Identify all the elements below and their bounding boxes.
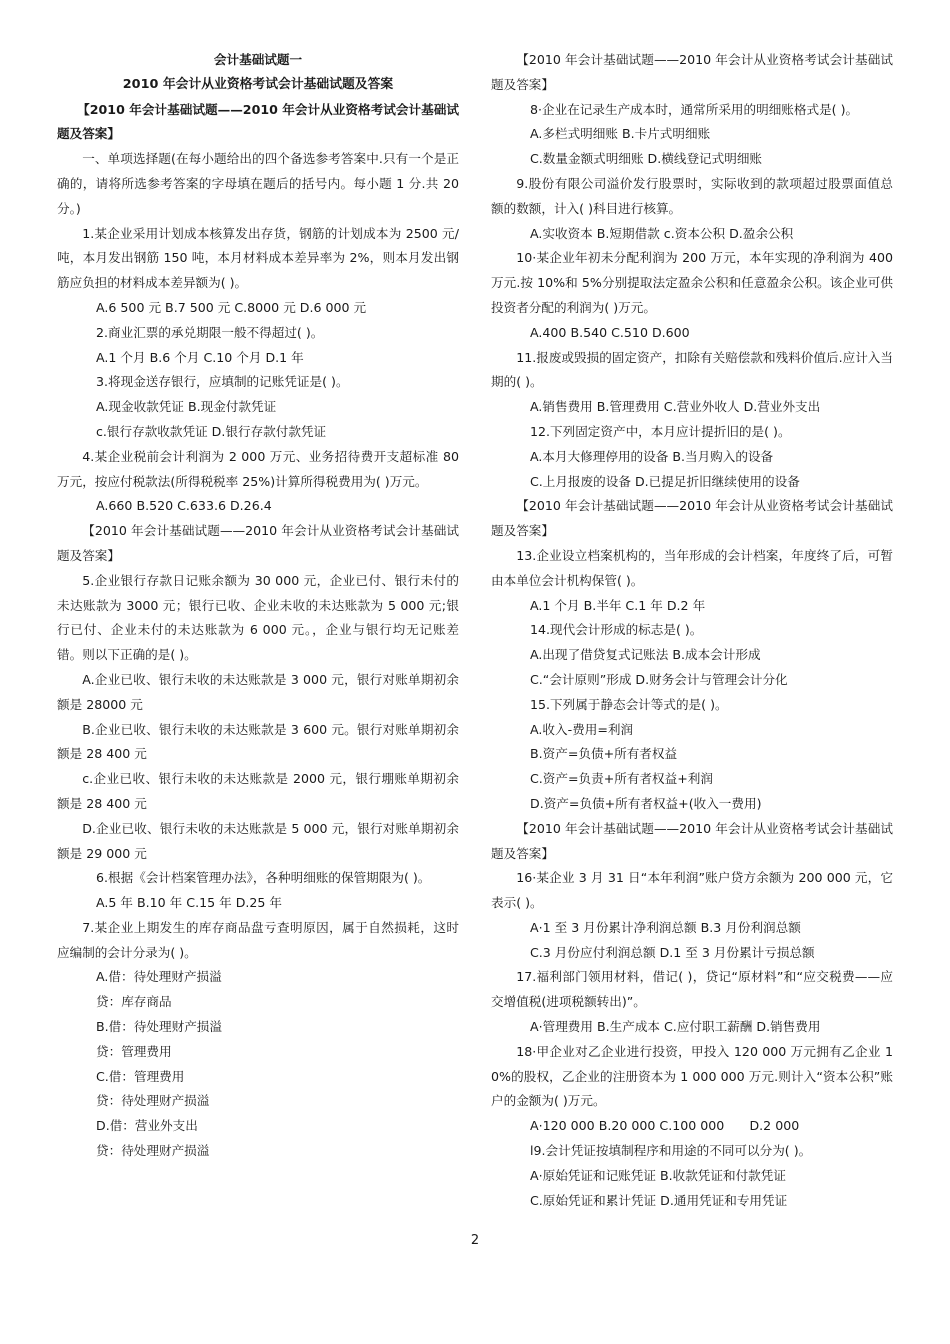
paragraph: A.1 个月 B.半年 C.1 年 D.2 年 xyxy=(530,597,706,613)
paragraph: 18·甲企业对乙企业进行投资，甲投入 120 000 万元拥有乙企业 10%的股权，乙企业的注册资本为 1 000 000 万元.则计入“资本公积”账户的金额为( )万元。 xyxy=(491,1043,893,1109)
paragraph: c.银行存款收款凭证 D.银行存款付款凭证 xyxy=(96,423,327,439)
paragraph: 16·某企业 3 月 31 日“本年利润”账户贷方余额为 200 000 元，它表示( )。 xyxy=(491,870,893,911)
paragraph: 【2010 年会计基础试题——2010 年会计从业资格考试会计基础试题及答案】 xyxy=(491,498,893,539)
paragraph: 8·企业在记录生产成本时，通常所采用的明细账格式是( )。 xyxy=(530,101,859,117)
paragraph: 11.报废或毁损的固定资产，扣除有关赔偿款和残料价值后.应计入当期的( )。 xyxy=(491,349,893,390)
paragraph: 17.福利部门领用材料，借记( )，贷记“原材料”和“应交税费——应交增值税(进项税额转出)”。 xyxy=(491,969,893,1010)
paragraph: B.资产=负债+所有者权益 xyxy=(530,746,678,762)
paragraph: 【2010 年会计基础试题——2010 年会计从业资格考试会计基础试题及答案】 xyxy=(491,52,893,92)
paragraph: C.资产=负责+所有者权益+利润 xyxy=(530,771,713,787)
paragraph: 【2010 年会计基础试题——2010 年会计从业资格考试会计基础试题及答案】 xyxy=(57,101,459,142)
paragraph: C.“会计原则”形成 D.财务会计与管理会计分化 xyxy=(530,671,788,687)
paragraph: 4.某企业税前会计利润为 2 000 万元、业务招待费开支超标准 80 万元，按应付税款法(所得税税率 25%)计算所得税费用为( )万元。 xyxy=(57,448,459,489)
paragraph: A·120 000 B.20 000 C.100 000 D.2 000 xyxy=(530,1118,800,1134)
paragraph: A.销售费用 B.管理费用 C.营业外收人 D.营业外支出 xyxy=(530,399,821,415)
paragraph: A.借：待处理财产损溢 xyxy=(96,969,222,985)
paragraph: A.现金收款凭证 B.现金付款凭证 xyxy=(96,399,277,415)
paragraph: C.3 月份应付利润总额 D.1 至 3 月份累计亏损总额 xyxy=(530,944,815,960)
paragraph: 9.股份有限公司溢价发行股票时，实际收到的款项超过股票面值总额的数额，计入( )科目进行核算。 xyxy=(491,175,893,216)
paragraph: D.借：营业外支出 xyxy=(96,1118,198,1134)
paragraph: 14.现代会计形成的标志是( )。 xyxy=(530,622,703,638)
paragraph: 5.企业银行存款日记账余额为 30 000 元，企业已付、银行未付的未达账款为 3000 元；银行已收、企业未收的未达账款为 5 000 元;银行已付、企业未付的未达账款为 6 000 元。，企业与银行均无记账差错。则以下正确的是( )。 xyxy=(57,572,459,663)
paragraph: 一、单项选择题(在每小题给出的四个备选参考答案中.只有一个是正确的，请将所选参考答案的字母填在题后的括号内。每小题 1 分.共 20 分。) xyxy=(57,151,459,216)
paragraph: 1.某企业采用计划成本核算发出存货，钢筋的计划成本为 2500 元/吨，本月发出钢筋 150 吨，本月材料成本差异率为 2%，则本月发出钢筋应负担的材料成本差异额为( )。 xyxy=(57,225,459,291)
paragraph: C.数量金额式明细账 D.横线登记式明细账 xyxy=(530,151,763,167)
paragraph: 15.下列属于静态会计等式的是( )。 xyxy=(530,696,728,712)
paragraph: D.资产=负债+所有者权益+(收入一费用) xyxy=(530,795,762,811)
right-column xyxy=(491,48,893,1213)
paragraph: A.企业已收、银行未收的未达账款是 3 000 元，银行对账单期初余额是 28000 元 xyxy=(57,671,459,712)
paragraph: A·1 至 3 月份累计净利润总额 B.3 月份利润总额 xyxy=(530,919,801,935)
paragraph: C.上月报废的设备 D.已提足折旧继续使用的设备 xyxy=(530,473,800,489)
paragraph: 【2010 年会计基础试题——2010 年会计从业资格考试会计基础试题及答案】 xyxy=(491,820,893,861)
paragraph: A.本月大修理停用的设备 B.当月购入的设备 xyxy=(530,448,774,464)
paragraph: 10·某企业年初未分配利润为 200 万元，本年实现的净利润为 400 万元.按 10%和 5%分别提取法定盈余公积和任意盈余公积。该企业可供投资者分配的利润为( )万元。 xyxy=(491,250,893,315)
paragraph: C.借：管理费用 xyxy=(96,1068,185,1084)
paragraph: 贷：管理费用 xyxy=(96,1043,172,1059)
paragraph: B.企业已收、银行未收的未达账款是 3 600 元。银行对账单期初余额是 28 400 元 xyxy=(57,721,459,762)
paragraph: A.实收资本 B.短期借款 c.资本公积 D.盈余公积 xyxy=(530,225,794,241)
paragraph: l9.会计凭证按填制程序和用途的不同可以分为( )。 xyxy=(530,1143,812,1159)
paragraph: 6.根据《会计档案管理办法》，各种明细账的保管期限为( )。 xyxy=(96,870,431,886)
paragraph: A.收入-费用=利润 xyxy=(530,721,634,737)
paragraph: C.原始凭证和累计凭证 D.通用凭证和专用凭证 xyxy=(530,1192,788,1208)
paragraph: 7.某企业上期发生的库存商品盘亏查明原因，属于自然损耗，这时应编制的会计分录为( )。 xyxy=(57,919,459,960)
left-column xyxy=(57,48,459,1164)
paragraph: A.400 B.540 C.510 D.600 xyxy=(530,324,690,340)
paragraph: 【2010 年会计基础试题——2010 年会计从业资格考试会计基础试题及答案】 xyxy=(57,523,459,563)
paragraph: 贷：库存商品 xyxy=(96,994,172,1010)
paragraph: A·管理费用 B.生产成本 C.应付职工薪酬 D.销售费用 xyxy=(530,1019,821,1035)
paragraph: A.1 个月 B.6 个月 C.10 个月 D.1 年 xyxy=(96,349,304,365)
paragraph: 贷：待处理财产损溢 xyxy=(96,1143,210,1159)
paragraph: c.企业已收、银行未收的未达账款是 2000 元，银行堋账单期初余额是 28 400 元 xyxy=(57,771,459,811)
paragraph: A.多栏式明细账 B.卡片式明细账 xyxy=(530,126,711,142)
paragraph: 3.将现金送存银行，应填制的记账凭证是( )。 xyxy=(96,374,349,390)
paragraph: A.6 500 元 B.7 500 元 C.8000 元 D.6 000 元 xyxy=(96,299,367,315)
paragraph: D.企业已收、银行未收的未达账款是 5 000 元，银行对账单期初余额是 29 000 元 xyxy=(57,820,459,861)
paragraph: A.出现了借贷复式记账法 B.成本会计形成 xyxy=(530,647,761,663)
paragraph: 会计基础试题一 xyxy=(213,52,303,67)
paragraph: 贷：待处理财产损溢 xyxy=(96,1093,210,1109)
paragraph: 13.企业设立档案机构的，当年形成的会计档案，年度终了后，可暂由本单位会计机构保管( )。 xyxy=(491,547,893,588)
paragraph: 12.下列固定资产中，本月应计提折旧的是( )。 xyxy=(530,423,791,439)
paragraph: 2.商业汇票的承兑期限一般不得超过( )。 xyxy=(96,324,324,340)
paragraph: A·原始凭证和记账凭证 B.收款凭证和付款凭证 xyxy=(530,1167,786,1183)
paragraph: B.借：待处理财产损溢 xyxy=(96,1019,222,1035)
paragraph: 2010 年会计从业资格考试会计基础试题及答案 xyxy=(122,76,394,92)
paragraph: A.5 年 B.10 年 C.15 年 D.25 年 xyxy=(96,895,283,911)
paragraph: A.660 B.520 C.633.6 D.26.4 xyxy=(96,498,272,514)
page-number: 2 xyxy=(470,1233,480,1248)
